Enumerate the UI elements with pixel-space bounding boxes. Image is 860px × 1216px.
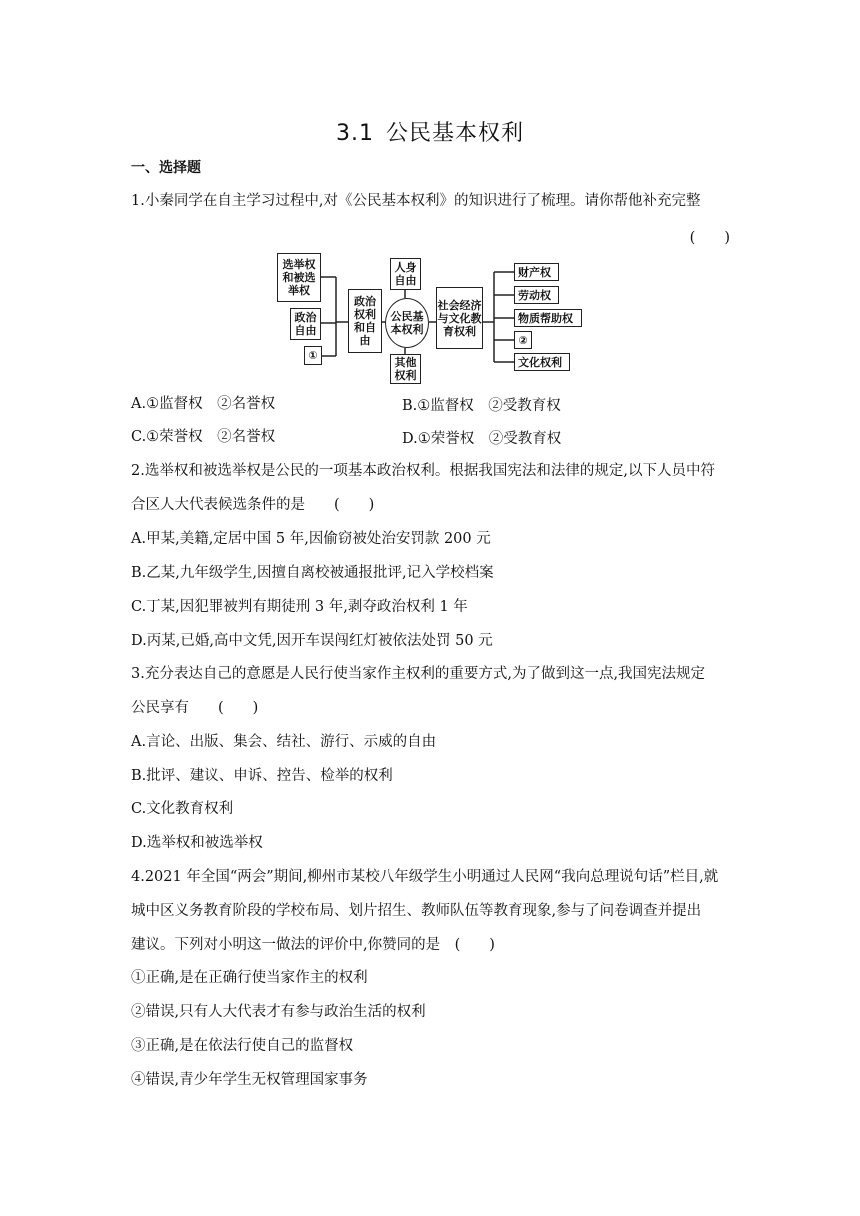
q3-option-d: D.选举权和被选举权 xyxy=(131,835,263,851)
title-text: 公民基本权利 xyxy=(385,121,524,146)
q4-stem-1: 4.2021 年全国“两会”期间,柳州市某校八年级学生小明通过人民网“我向总理说句话”栏目,就 xyxy=(131,869,719,885)
q3-stem-2: 公民享有 ( ) xyxy=(131,700,259,716)
q4-item-4: ④错误,青少年学生无权管理国家事务 xyxy=(131,1072,368,1088)
q1-option-d: D.①荣誉权 ②受教育权 xyxy=(402,431,562,447)
title-number: 3.1 xyxy=(335,121,374,146)
node-blank-1: ① xyxy=(304,346,322,365)
node-political-freedom: 政治自由 xyxy=(290,308,321,340)
q4-stem-2: 城中区义务教育阶段的学校布局、划片招生、教师队伍等教育现象,参与了问卷调查并提出 xyxy=(131,903,702,919)
q3-option-b: B.批评、建议、申诉、控告、检举的权利 xyxy=(131,768,393,784)
section-heading: 一、选择题 xyxy=(131,160,201,176)
q1-option-c: C.①荣誉权 ②名誉权 xyxy=(131,429,276,445)
q1-option-b: B.①监督权 ②受教育权 xyxy=(402,398,561,414)
q2-option-a: A.甲某,美籍,定居中国 5 年,因偷窃被处治安罚款 200 元 xyxy=(131,531,491,547)
node-political-rights: 政治权利和自由 xyxy=(348,289,382,353)
q3-option-c: C.文化教育权利 xyxy=(131,801,234,817)
node-social-rights: 社会经济与文化教育权利 xyxy=(436,287,483,349)
q3-stem-1: 3.充分表达自己的意愿是人民行使当家作主权利的重要方式,为了做到这一点,我国宪法规定 xyxy=(131,666,706,682)
q1-diagram xyxy=(276,252,586,384)
q4-stem-3: 建议。下列对小明这一做法的评价中,你赞同的是 ( ) xyxy=(131,937,495,953)
page-title xyxy=(0,116,860,147)
node-other-rights: 其他权利 xyxy=(390,354,421,384)
q2-option-c: C.丁某,因犯罪被判有期徒刑 3 年,剥夺政治权利 1 年 xyxy=(131,599,468,615)
node-center: 公民基本权利 xyxy=(385,298,429,348)
q1-option-a: A.①监督权 ②名誉权 xyxy=(131,396,276,412)
q1-stem: 1.小秦同学在自主学习过程中,对《公民基本权利》的知识进行了梳理。请你帮他补充完整 xyxy=(131,193,701,209)
q4-item-2: ②错误,只有人大代表才有参与政治生活的权利 xyxy=(131,1004,426,1020)
node-election-right: 选举权和被选举权 xyxy=(277,253,321,302)
q1-answer-paren: ( ) xyxy=(689,230,730,246)
node-blank-2: ② xyxy=(514,331,532,349)
q4-item-1: ①正确,是在正确行使当家作主的权利 xyxy=(131,970,368,986)
node-labor-right: 劳动权 xyxy=(514,286,559,304)
node-cultural-right: 文化权利 xyxy=(514,353,570,371)
q2-stem-1: 2.选举权和被选举权是公民的一项基本政治权利。根据我国宪法和法律的规定,以下人员中符 xyxy=(131,463,715,479)
node-material-aid-right: 物质帮助权 xyxy=(514,309,582,327)
q2-option-d: D.丙某,已婚,高中文凭,因开车误闯红灯被依法处罚 50 元 xyxy=(131,633,493,649)
node-property-right: 财产权 xyxy=(514,263,559,281)
node-personal-freedom: 人身自由 xyxy=(390,258,421,290)
q2-stem-2: 合区人大代表候选条件的是 ( ) xyxy=(131,497,375,513)
q3-option-a: A.言论、出版、集会、结社、游行、示威的自由 xyxy=(131,734,437,750)
q2-option-b: B.乙某,九年级学生,因擅自离校被通报批评,记入学校档案 xyxy=(131,565,494,581)
q4-item-3: ③正确,是在依法行使自己的监督权 xyxy=(131,1038,354,1054)
